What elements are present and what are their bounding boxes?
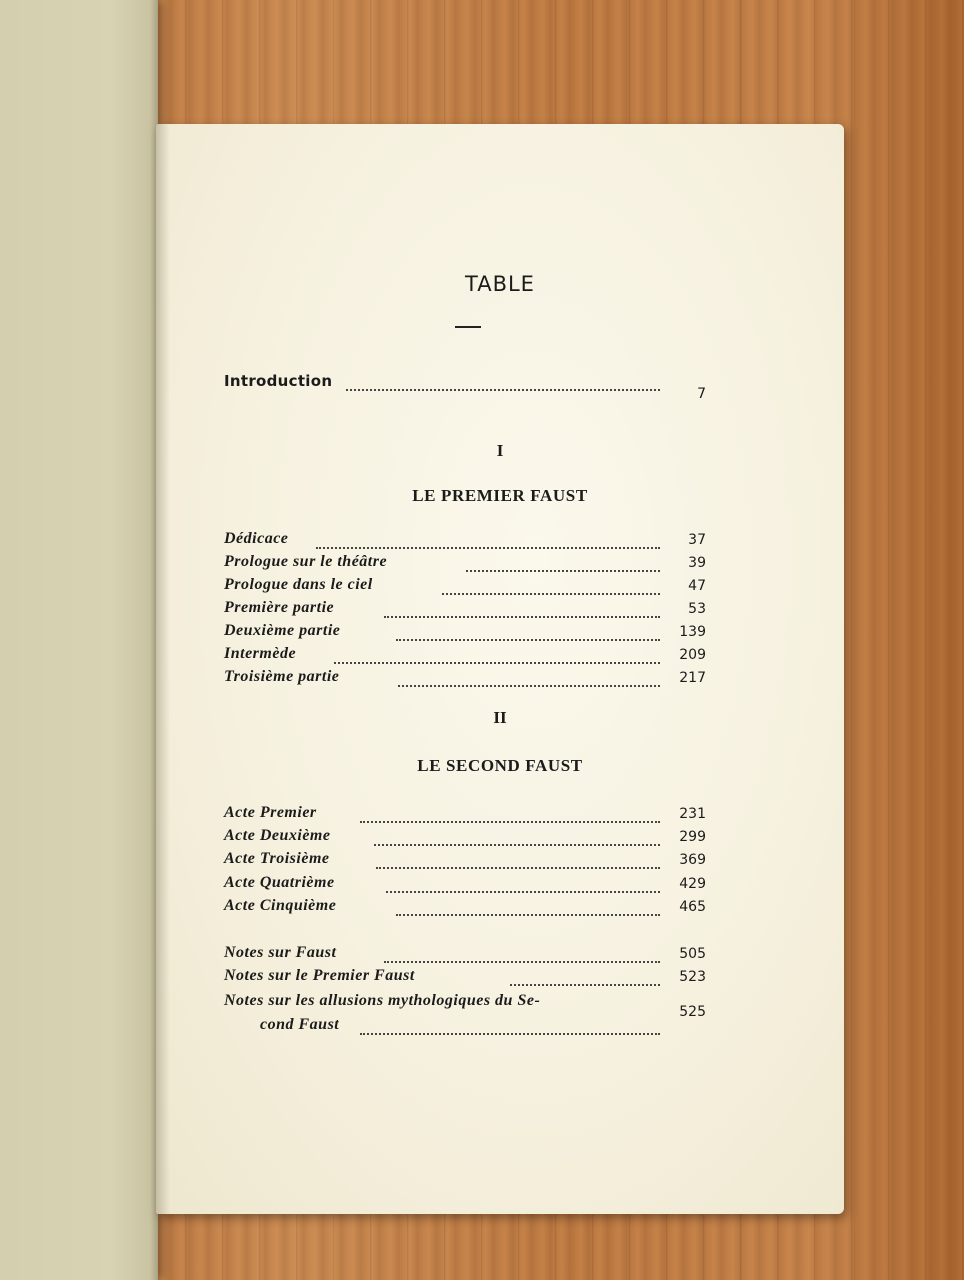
page-title: TABLE [465, 272, 535, 296]
toc-entry [224, 668, 710, 690]
part-numeral: I [496, 441, 504, 460]
toc-entry-label: Notes sur Faust [224, 944, 337, 961]
toc-entry-label: Introduction [224, 372, 333, 390]
toc-entry [224, 530, 710, 552]
toc-entry [224, 850, 710, 872]
leader-dots [346, 375, 660, 391]
toc-entry-page: 299 [679, 829, 706, 845]
toc-entry-page: 37 [688, 532, 706, 548]
toc-entry-label: Deuxième partie [224, 622, 341, 639]
part-title: LE PREMIER FAUST [412, 486, 588, 505]
leader-dots [396, 900, 660, 916]
toc-entry-label-continued: cond Faust [260, 1016, 340, 1033]
toc-entry [224, 645, 710, 667]
toc-entry-page: 429 [679, 876, 706, 892]
toc-entry [224, 553, 710, 575]
toc-entry-label: Première partie [224, 599, 335, 616]
toc-entry-label: Acte Quatrième [224, 874, 335, 891]
toc-entry-page: 525 [679, 1004, 706, 1020]
toc-entry-page: 369 [679, 852, 706, 868]
leader-dots [442, 579, 660, 595]
leader-dots [386, 877, 660, 893]
title-rule [455, 326, 481, 328]
toc-entry-page: 465 [679, 899, 706, 915]
toc-entry-page: 47 [688, 578, 706, 594]
toc-entry-notes [224, 992, 710, 1042]
leader-dots [376, 853, 660, 869]
toc-entry-label: Troisième partie [224, 668, 340, 685]
toc-entry-page: 209 [679, 647, 706, 663]
toc-entry-label: Notes sur les allusions mythologiques du Se- [224, 992, 541, 1009]
toc-entry-notes [224, 967, 710, 989]
toc-entry [224, 874, 710, 896]
toc-entry [224, 804, 710, 826]
toc-entry-label: Acte Troisième [224, 850, 330, 867]
leader-dots [384, 602, 660, 618]
toc-entry-label: Acte Deuxième [224, 827, 331, 844]
leader-dots [466, 556, 660, 572]
toc-entry-label: Acte Premier [224, 804, 317, 821]
leader-dots [374, 830, 660, 846]
toc-entry-page: 231 [679, 806, 706, 822]
toc-entry [224, 897, 710, 919]
toc-entry-page: 53 [688, 601, 706, 617]
toc-entry-page: 7 [697, 386, 706, 402]
leader-dots [360, 1019, 660, 1035]
leader-dots [398, 671, 660, 687]
book-cover [0, 0, 158, 1280]
toc-entry-notes [224, 944, 710, 966]
part-numeral: II [493, 708, 507, 727]
leader-dots [396, 625, 660, 641]
toc-entry-label: Intermède [224, 645, 297, 662]
toc-entry-label: Prologue sur le théâtre [224, 553, 388, 570]
toc-entry-label: Acte Cinquième [224, 897, 337, 914]
toc-entry [224, 622, 710, 644]
toc-entry-page: 523 [679, 969, 706, 985]
leader-dots [510, 970, 660, 986]
leader-dots [384, 947, 660, 963]
toc-entry-introduction [224, 372, 710, 402]
leader-dots [334, 648, 660, 664]
toc-entry-label: Notes sur le Premier Faust [224, 967, 415, 984]
toc-entry [224, 827, 710, 849]
toc-entry-page: 505 [679, 946, 706, 962]
toc-entry [224, 599, 710, 621]
part-title: LE SECOND FAUST [417, 756, 583, 775]
leader-dots [360, 807, 660, 823]
toc-entry-label: Prologue dans le ciel [224, 576, 373, 593]
toc-entry-page: 39 [688, 555, 706, 571]
leader-dots [316, 533, 660, 549]
toc-entry-page: 217 [679, 670, 706, 686]
toc-entry-label: Dédicace [224, 530, 289, 547]
toc-entry [224, 576, 710, 598]
toc-entry-page: 139 [679, 624, 706, 640]
